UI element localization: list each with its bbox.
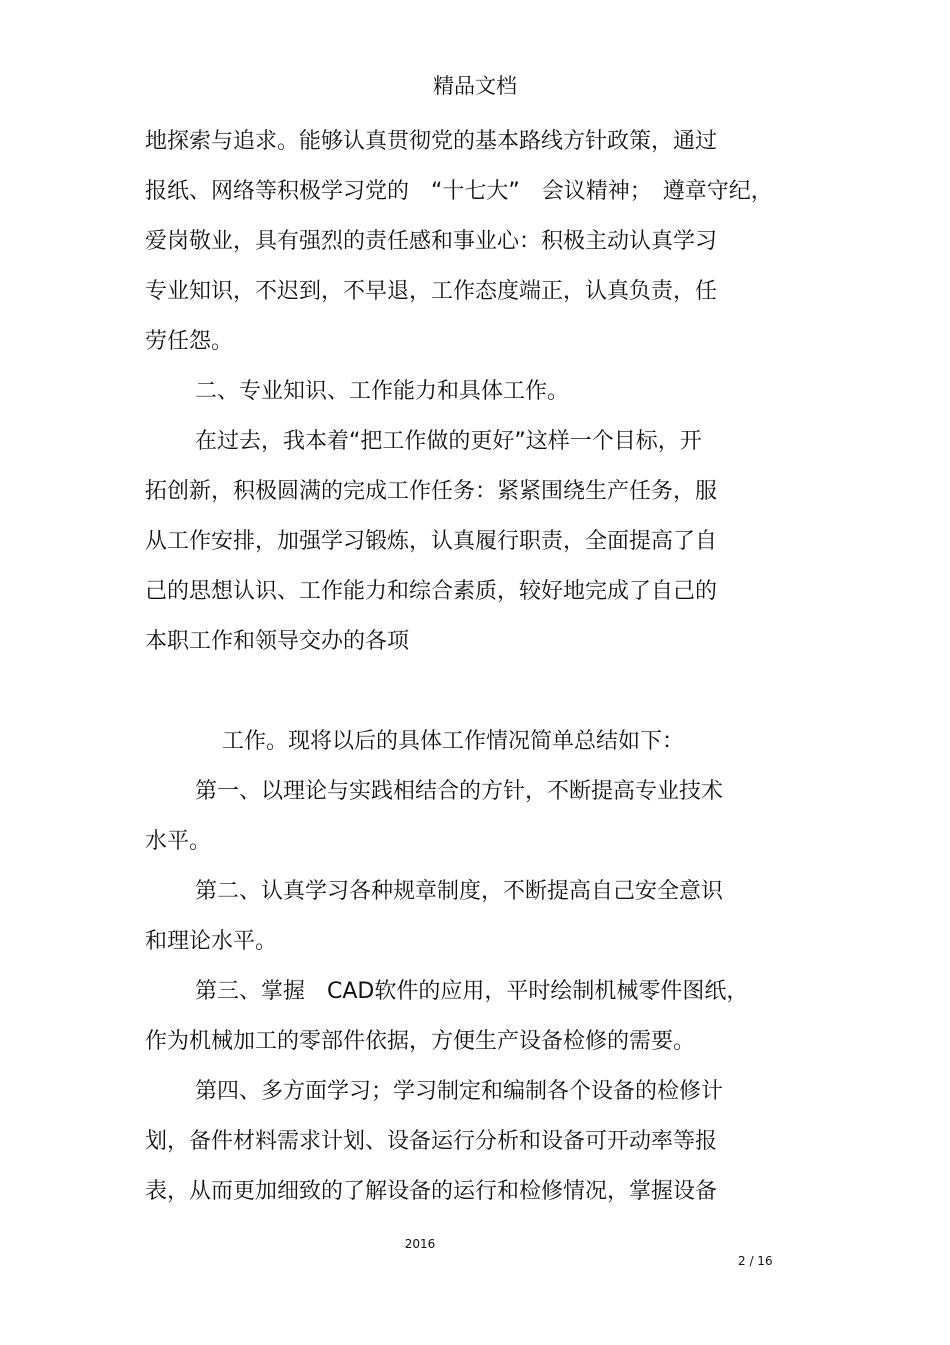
- text-line: 报纸、网络等积极学习党的 “十七大” 会议精神； 遵章守纪，: [145, 179, 773, 204]
- footer-year: 2016: [404, 1237, 436, 1251]
- text-line: 专业知识，不迟到，不早退，工作态度端正，认真负责，任: [145, 279, 718, 304]
- text-line: 作为机械加工的零部件依据，方便生产设备检修的需要。: [145, 1029, 696, 1054]
- text-line: 劳任怨。: [145, 329, 234, 354]
- text-line: 第二、认真学习各种规章制度，不断提高自己安全意识: [195, 879, 724, 904]
- text-line: 地探索与追求。能够认真贯彻党的基本路线方针政策，通过: [145, 129, 718, 154]
- text-line: 己的思想认识、工作能力和综合素质，较好地完成了自己的: [145, 579, 718, 604]
- text-line: 拓创新，积极圆满的完成工作任务：紧紧围绕生产任务，服: [145, 479, 718, 504]
- text-line: 第一、以理论与实践相结合的方针，不断提高专业技术: [195, 779, 724, 804]
- text-line: 第四、多方面学习；学习制定和编制各个设备的检修计: [195, 1079, 724, 1104]
- text-line: 从工作安排，加强学习锻炼，认真履行职责，全面提高了自: [145, 529, 718, 554]
- text-line: 第三、掌握 CAD软件的应用，平时绘制机械零件图纸，: [195, 979, 749, 1004]
- page-number: 2 / 16: [738, 1254, 773, 1268]
- text-line: 本职工作和领导交办的各项: [145, 629, 410, 654]
- page-header-title: 精品文档: [433, 74, 517, 98]
- text-line: 和理论水平。: [145, 929, 278, 954]
- text-line: 工作。现将以后的具体工作情况简单总结如下：: [222, 729, 685, 754]
- text-line: 爱岗敬业，具有强烈的责任感和事业心：积极主动认真学习: [145, 229, 718, 254]
- text-line: 在过去，我本着“把工作做的更好”这样一个目标，开: [195, 429, 702, 454]
- text-line: 划，备件材料需求计划、设备运行分析和设备可开动率等报: [145, 1129, 718, 1154]
- text-line: 表，从而更加细致的了解设备的运行和检修情况，掌握设备: [145, 1179, 718, 1204]
- text-line: 水平。: [145, 829, 212, 854]
- section-heading: 二、专业知识、工作能力和具体工作。: [195, 379, 570, 404]
